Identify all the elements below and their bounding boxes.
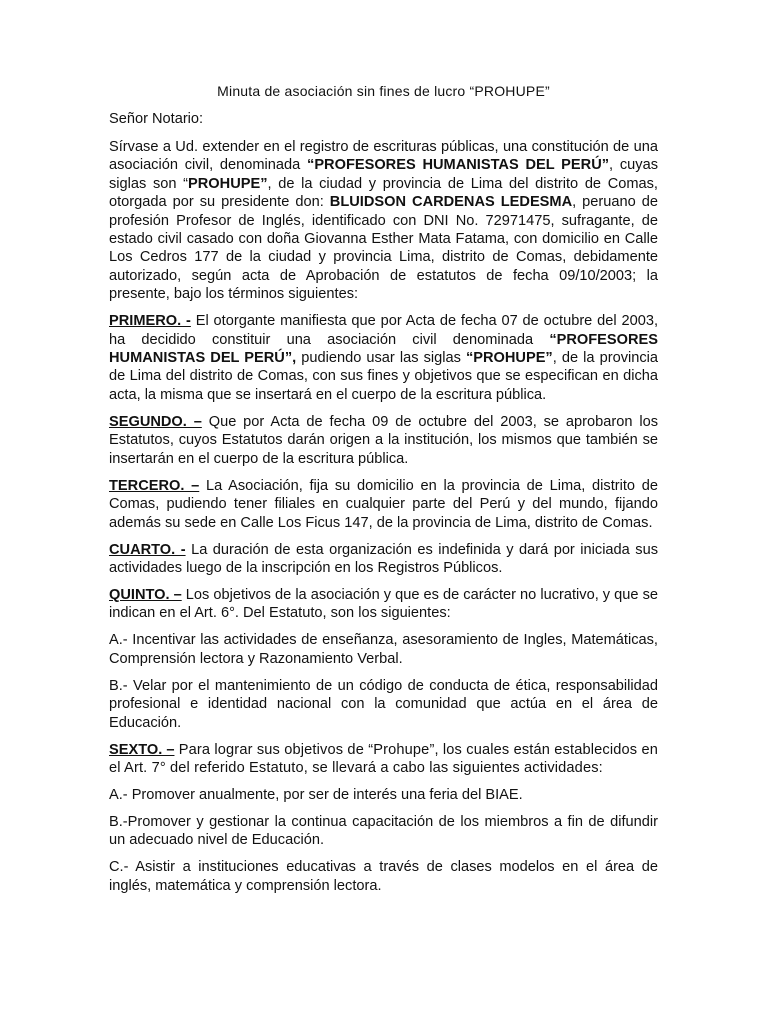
intro-text-3: , de la ciudad y provincia de Lima del distrito de Comas, otorgada por su presidente don: — [109, 175, 658, 211]
primero-acronym: “PROHUPE” — [465, 350, 553, 367]
acronym: PROHUPE” — [188, 175, 268, 192]
primero-association-name: “PROFESORES HUMANISTAS DEL PERÚ”, — [109, 331, 658, 367]
intro-text-4: , peruano de profesión Profesor de Inglés, identificado con DNI No. 72971475, sufragante, de estado civil casado con doña Giovanna Esther Mata Fatama, con domicilio en Calle Los Cedros 177 de la ciudad y provincia Lima, distrito de Comas, debidamente autorizado, según acta de Aprobación de estatutos de fecha 09/10/2003; la presente, bajo los términos siguientes: — [109, 194, 658, 303]
clause-heading-primero: PRIMERO. - — [109, 313, 191, 330]
intro-text-1: Sírvase a Ud. extender en el registro de escrituras públicas, una constitución de una asociación civil, denominada — [109, 139, 658, 174]
list-item: B.- Velar por el mantenimiento de un código de conducta de ética, responsabilidad profesional e identidad nacional con la comunidad que actúa en el área de Educación. — [109, 677, 658, 731]
president-name: BLUIDSON CARDENAS LEDESMA — [329, 194, 573, 211]
intro-paragraph — [109, 138, 658, 304]
sexto-text: Para lograr sus objetivos de “Prohupe”, los cuales están establecidos en el Art. 7° del referido Estatuto, se llevará a cabo las siguientes actividades: — [109, 741, 658, 776]
document-page — [109, 82, 658, 904]
clause-cuarto — [109, 541, 658, 578]
clause-tercero — [109, 477, 658, 532]
clause-primero — [109, 312, 658, 404]
association-name: “PROFESORES HUMANISTAS DEL PERÚ” — [307, 157, 610, 174]
clause-segundo — [109, 413, 658, 468]
clause-heading-sexto: SEXTO. – — [109, 741, 175, 758]
salutation: Señor Notario: — [109, 111, 204, 127]
tercero-text: La Asociación, fija su domicilio en la provincia de Lima, distrito de Comas, pudiendo tener filiales en cualquier parte del Perú y del mundo, fijando además su sede en Calle Los Ficus 147, de la provincia de Lima, distrito de Comas. — [109, 477, 658, 531]
primero-text-2: pudiendo usar las siglas — [296, 350, 466, 367]
list-item: A.- Incentivar las actividades de enseñanza, asesoramiento de Ingles, Matemáticas, Comprensión lectora y Razonamiento Verbal. — [109, 632, 658, 667]
clause-heading-segundo: SEGUNDO. – — [109, 413, 202, 430]
clause-heading-cuarto: CUARTO. - — [109, 541, 186, 558]
clause-heading-quinto: QUINTO. – — [109, 586, 182, 603]
primero-text-3: , de la provincia de Lima del distrito de Comas, con sus fines y objetivos que se especifican en dicha acta, la misma que se insertará en el cuerpo de la escritura pública. — [109, 350, 659, 403]
list-item: A.- Promover anualmente, por ser de interés una feria del BIAE. — [109, 786, 523, 803]
clause-quinto — [109, 586, 658, 623]
list-item: B.-Promover y gestionar la continua capacitación de los miembros a fin de difundir un adecuado nivel de Educación. — [109, 813, 658, 849]
cuarto-text: La duración de esta organización es indefinida y dará por iniciada sus actividades luego de la inscripción en los Registros Públicos. — [109, 541, 658, 576]
intro-text-2: , cuyas siglas son “ — [109, 157, 658, 192]
segundo-text: Que por Acta de fecha 09 de octubre del 2003, se aprobaron los Estatutos, cuyos Estatutos darán origen a la institución, los mismos que también se insertarán en el cuerpo de la escritura pública. — [109, 413, 658, 467]
primero-text-1: El otorgante manifiesta que por Acta de fecha 07 de octubre del 2003, ha decidido constituir una asociación civil denominada — [109, 313, 658, 348]
document-title: Minuta de asociación sin fines de lucro “PROHUPE” — [217, 83, 550, 99]
clause-heading-tercero: TERCERO. – — [109, 477, 200, 494]
quinto-text: Los objetivos de la asociación y que es de carácter no lucrativo, y que se indican en el Art. 6°. Del Estatuto, son los siguientes: — [109, 586, 658, 622]
list-item: C.- Asistir a instituciones educativas a través de clases modelos en el área de inglés, matemática y comprensión lectora. — [109, 859, 658, 894]
clause-sexto — [109, 741, 658, 778]
